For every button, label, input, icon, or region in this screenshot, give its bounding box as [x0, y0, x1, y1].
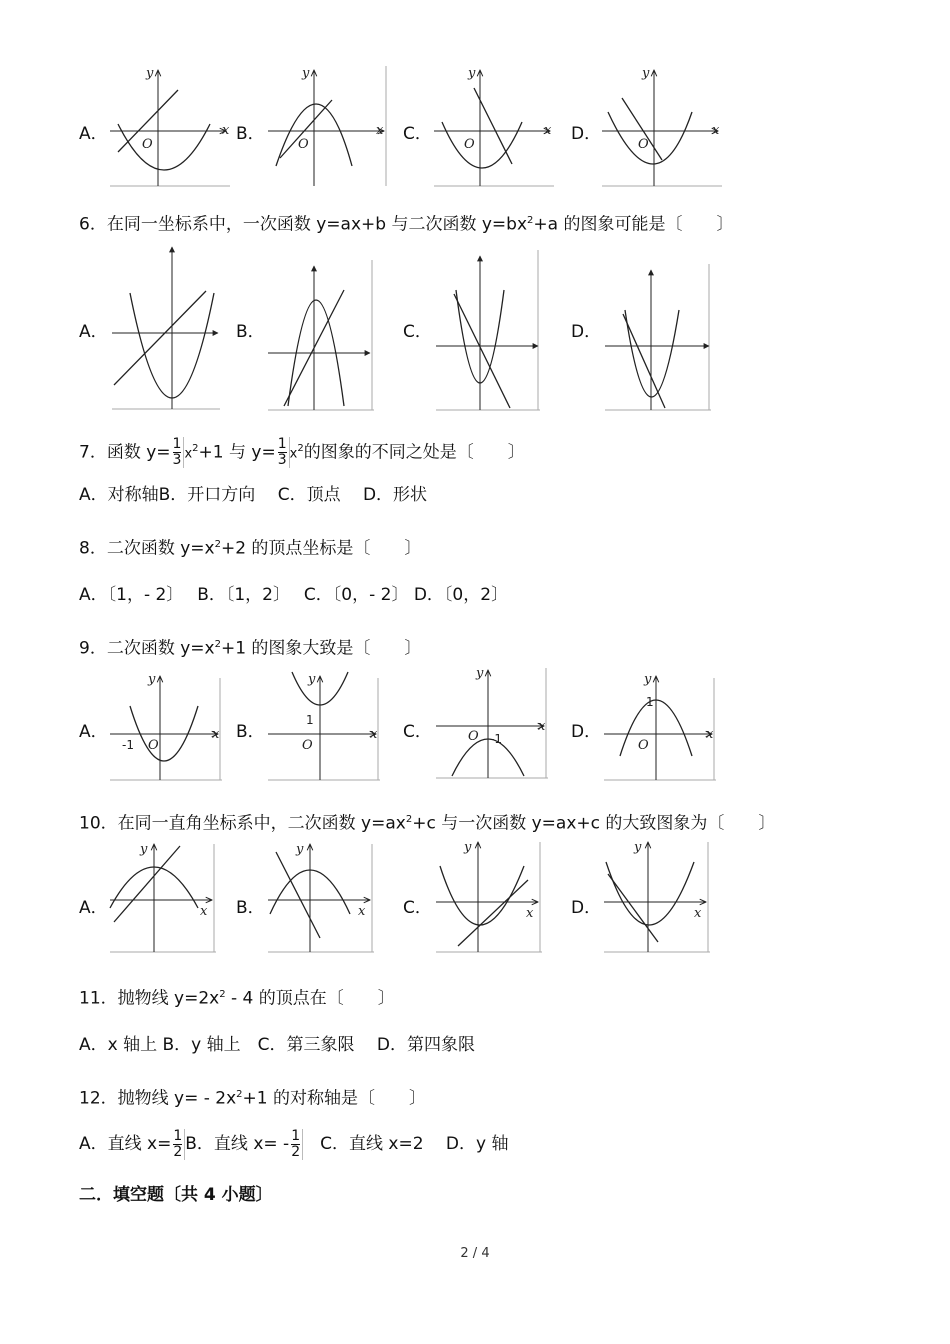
- x-axis-label: x: [526, 906, 534, 921]
- y-axis-label: y: [296, 842, 304, 857]
- q8-options: A．〔1，- 2〕 B．〔1，2〕 C．〔0，- 2〕 D．〔0，2〕: [79, 585, 509, 605]
- question-7: 7．函数 y= $\frac{1}{3}$ $x^2+1$ 与 y= $\frac{1}{3}$ $x^2$的图象的不同之处是〔 〕: [79, 436, 525, 469]
- y-axis-label: y: [634, 840, 642, 855]
- question-9: 9．二次函数 $y=x^2+1$ 的图象大致是〔 〕: [79, 638, 422, 659]
- question-6: 6．在同一坐标系中，一次函数 y=ax+b 与二次函数 $y=bx^2+a$ 的图象可能是〔 〕: [79, 214, 734, 235]
- q10-graph-b: [266, 840, 376, 954]
- y-axis-label: y: [464, 840, 472, 855]
- q6-graph-c: [434, 250, 542, 412]
- q6-label-b: B．: [236, 322, 265, 342]
- origin-label: O: [302, 738, 313, 753]
- q5-graph-d: [600, 66, 724, 188]
- y-axis-label: y: [140, 842, 148, 857]
- q5-graph-b: [266, 66, 390, 188]
- question-10: 10．在同一直角坐标系中，二次函数 $y=ax^2+c$ 与一次函数 y=ax+c 的大致图象为〔 〕: [79, 813, 776, 834]
- fraction-one-third: $\frac{1}{3}$: [276, 437, 290, 468]
- q9-label-d: D．: [571, 722, 602, 742]
- question-12: 12．抛物线 $y= - 2x^2+1$ 的对称轴是〔 〕: [79, 1088, 427, 1109]
- q10-label-b: B．: [236, 898, 265, 918]
- q6-label-c: C．: [403, 322, 432, 342]
- x-axis-label: x: [370, 727, 378, 742]
- mark-one: 1: [646, 695, 654, 709]
- x-axis-label: x: [712, 123, 720, 138]
- q10-label-d: D．: [571, 898, 602, 918]
- q9-graph-d: [602, 670, 718, 782]
- q10-graph-d: [602, 838, 712, 954]
- y-axis-label: y: [148, 672, 156, 687]
- origin-label: O: [298, 137, 309, 152]
- origin-label: O: [468, 729, 479, 744]
- mark-minus-one: -1: [122, 738, 134, 752]
- q10-graph-c: [434, 838, 544, 954]
- q5-graph-a: [108, 66, 232, 188]
- origin-label: O: [638, 137, 649, 152]
- q5-label-d: D．: [571, 124, 602, 144]
- mark-minus-one: -1: [490, 732, 502, 746]
- x-axis-label: x: [544, 123, 552, 138]
- section-2-heading: 二．填空题〔共 4 小题〕: [79, 1185, 273, 1205]
- x-axis-label: x: [358, 904, 366, 919]
- q6-label-d: D．: [571, 322, 602, 342]
- fraction-one-third: $\frac{1}{3}$: [171, 437, 185, 468]
- q11-options: A．x 轴上 B．y 轴上 C．第三象限 D．第四象限: [79, 1035, 475, 1055]
- q5-graph-c: [432, 66, 556, 188]
- x-axis-label: x: [706, 727, 714, 742]
- q9-graph-a: [108, 670, 224, 782]
- question-11: 11．抛物线 $y=2x^2 - 4$ 的顶点在〔 〕: [79, 988, 395, 1009]
- q6-graph-a: [110, 243, 222, 411]
- y-axis-label: y: [644, 672, 652, 687]
- q5-label-b: B．: [236, 124, 265, 144]
- question-8: 8．二次函数 $y=x^2+2$ 的顶点坐标是〔 〕: [79, 538, 422, 559]
- x-axis-label: x: [376, 123, 384, 138]
- origin-label: O: [148, 738, 159, 753]
- y-axis-label: y: [308, 672, 316, 687]
- q10-label-c: C．: [403, 898, 432, 918]
- origin-label: O: [638, 738, 649, 753]
- q9-graph-c: [434, 664, 550, 780]
- q6-graph-d: [603, 264, 713, 412]
- y-axis-label: y: [642, 66, 650, 81]
- q5-label-c: C．: [403, 124, 432, 144]
- fraction-one-half: $\frac{1}{2}$: [171, 1129, 185, 1160]
- q7-options: A．对称轴B．开口方向 C．顶点 D．形状: [79, 485, 428, 505]
- y-axis-label: y: [302, 66, 310, 81]
- y-axis-label: y: [146, 66, 154, 81]
- q10-label-a: A．: [79, 898, 108, 918]
- q12-options: A．直线 x= $\frac{1}{2}$ B．直线 x= - $\frac{1}{2}$ C．直线 x=2 D．y 轴: [79, 1127, 509, 1160]
- mark-one: 1: [306, 713, 314, 727]
- x-axis-label: x: [222, 123, 230, 138]
- page-number: 2 / 4: [460, 1246, 490, 1261]
- q6-label-a: A．: [79, 322, 108, 342]
- x-axis-label: x: [694, 906, 702, 921]
- q9-label-b: B．: [236, 722, 265, 742]
- y-axis-label: y: [468, 66, 476, 81]
- x-axis-label: x: [200, 904, 208, 919]
- origin-label: O: [464, 137, 475, 152]
- x-axis-label: x: [212, 727, 220, 742]
- q5-label-a: A．: [79, 124, 108, 144]
- x-axis-label: x: [538, 719, 546, 734]
- q9-label-a: A．: [79, 722, 108, 742]
- q6-graph-b: [266, 260, 376, 412]
- q10-graph-a: [108, 840, 218, 954]
- q9-label-c: C．: [403, 722, 432, 742]
- q9-graph-b: [266, 670, 382, 782]
- y-axis-label: y: [476, 666, 484, 681]
- origin-label: O: [142, 137, 153, 152]
- fraction-one-half: $\frac{1}{2}$: [289, 1129, 303, 1160]
